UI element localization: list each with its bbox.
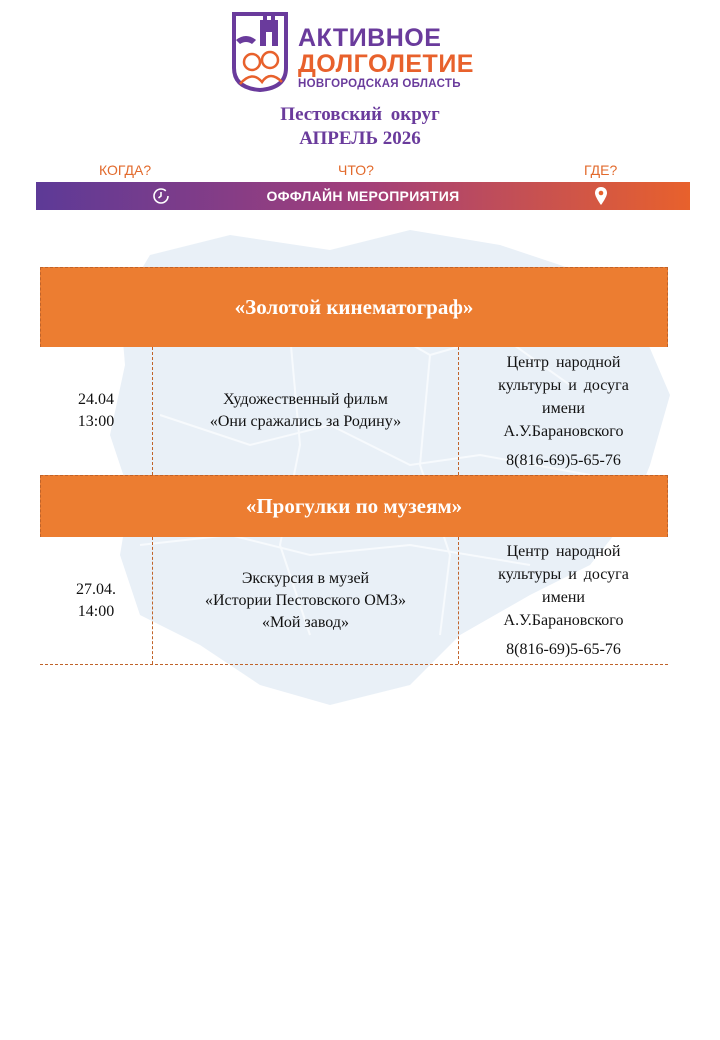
event-datetime — [40, 537, 152, 664]
event-title: «Истории Пестовского ОМЗ» — [205, 591, 406, 609]
venue-line: Центр народной — [506, 543, 621, 560]
active-longevity-emblem-icon — [230, 10, 290, 92]
venue-line: имени — [542, 399, 585, 417]
column-label-where: ГДЕ? — [584, 162, 618, 178]
offline-events-banner — [36, 182, 690, 210]
event-type: Художественный фильм — [223, 391, 388, 408]
event-datetime — [40, 347, 152, 475]
logo-region: НОВГОРОДСКАЯ ОБЛАСТЬ — [298, 78, 461, 90]
location-pin-icon — [594, 186, 608, 206]
venue-line: Центр народной — [506, 353, 621, 371]
venue-line: А.У.Барановского — [503, 612, 624, 629]
table-row — [40, 537, 668, 665]
venue-phone: 8(816-69)5-65-76 — [506, 451, 621, 469]
banner-title: ОФФЛАЙН МЕРОПРИЯТИЯ — [266, 188, 460, 204]
column-label-what: ЧТО? — [338, 162, 374, 178]
event-date: 24.04 — [77, 391, 114, 408]
venue-phone: 8(816-69)5-65-76 — [506, 641, 621, 658]
logo — [230, 10, 500, 96]
event-description — [152, 347, 459, 475]
section-header: «Прогулки по музеям» — [40, 475, 668, 537]
venue-line: А.У.Барановского — [503, 422, 624, 440]
venue-line: имени — [542, 589, 585, 606]
event-venue — [459, 347, 668, 475]
event-date: 27.04. — [76, 580, 116, 598]
venue-line: культуры и досуга — [498, 376, 629, 394]
column-label-when: КОГДА? — [99, 162, 152, 178]
event-time: 13:00 — [77, 413, 115, 430]
district-title: Пестовский округ — [280, 104, 440, 125]
logo-title-line1: АКТИВНОЕ — [298, 24, 442, 52]
event-venue — [459, 537, 668, 664]
month-title: АПРЕЛЬ 2026 — [299, 128, 421, 149]
event-description — [152, 537, 459, 664]
events-table — [40, 267, 668, 665]
table-row — [40, 347, 668, 475]
logo-title-line2: ДОЛГОЛЕТИЕ — [298, 50, 474, 78]
event-type: Экскурсия в музей — [241, 569, 370, 587]
event-time: 14:00 — [77, 602, 115, 620]
section-header: «Золотой кинематограф» — [40, 267, 668, 347]
venue-line: культуры и досуга — [498, 566, 629, 583]
event-subtitle: «Мой завод» — [262, 613, 349, 631]
event-title: «Они сражались за Родину» — [209, 413, 402, 430]
